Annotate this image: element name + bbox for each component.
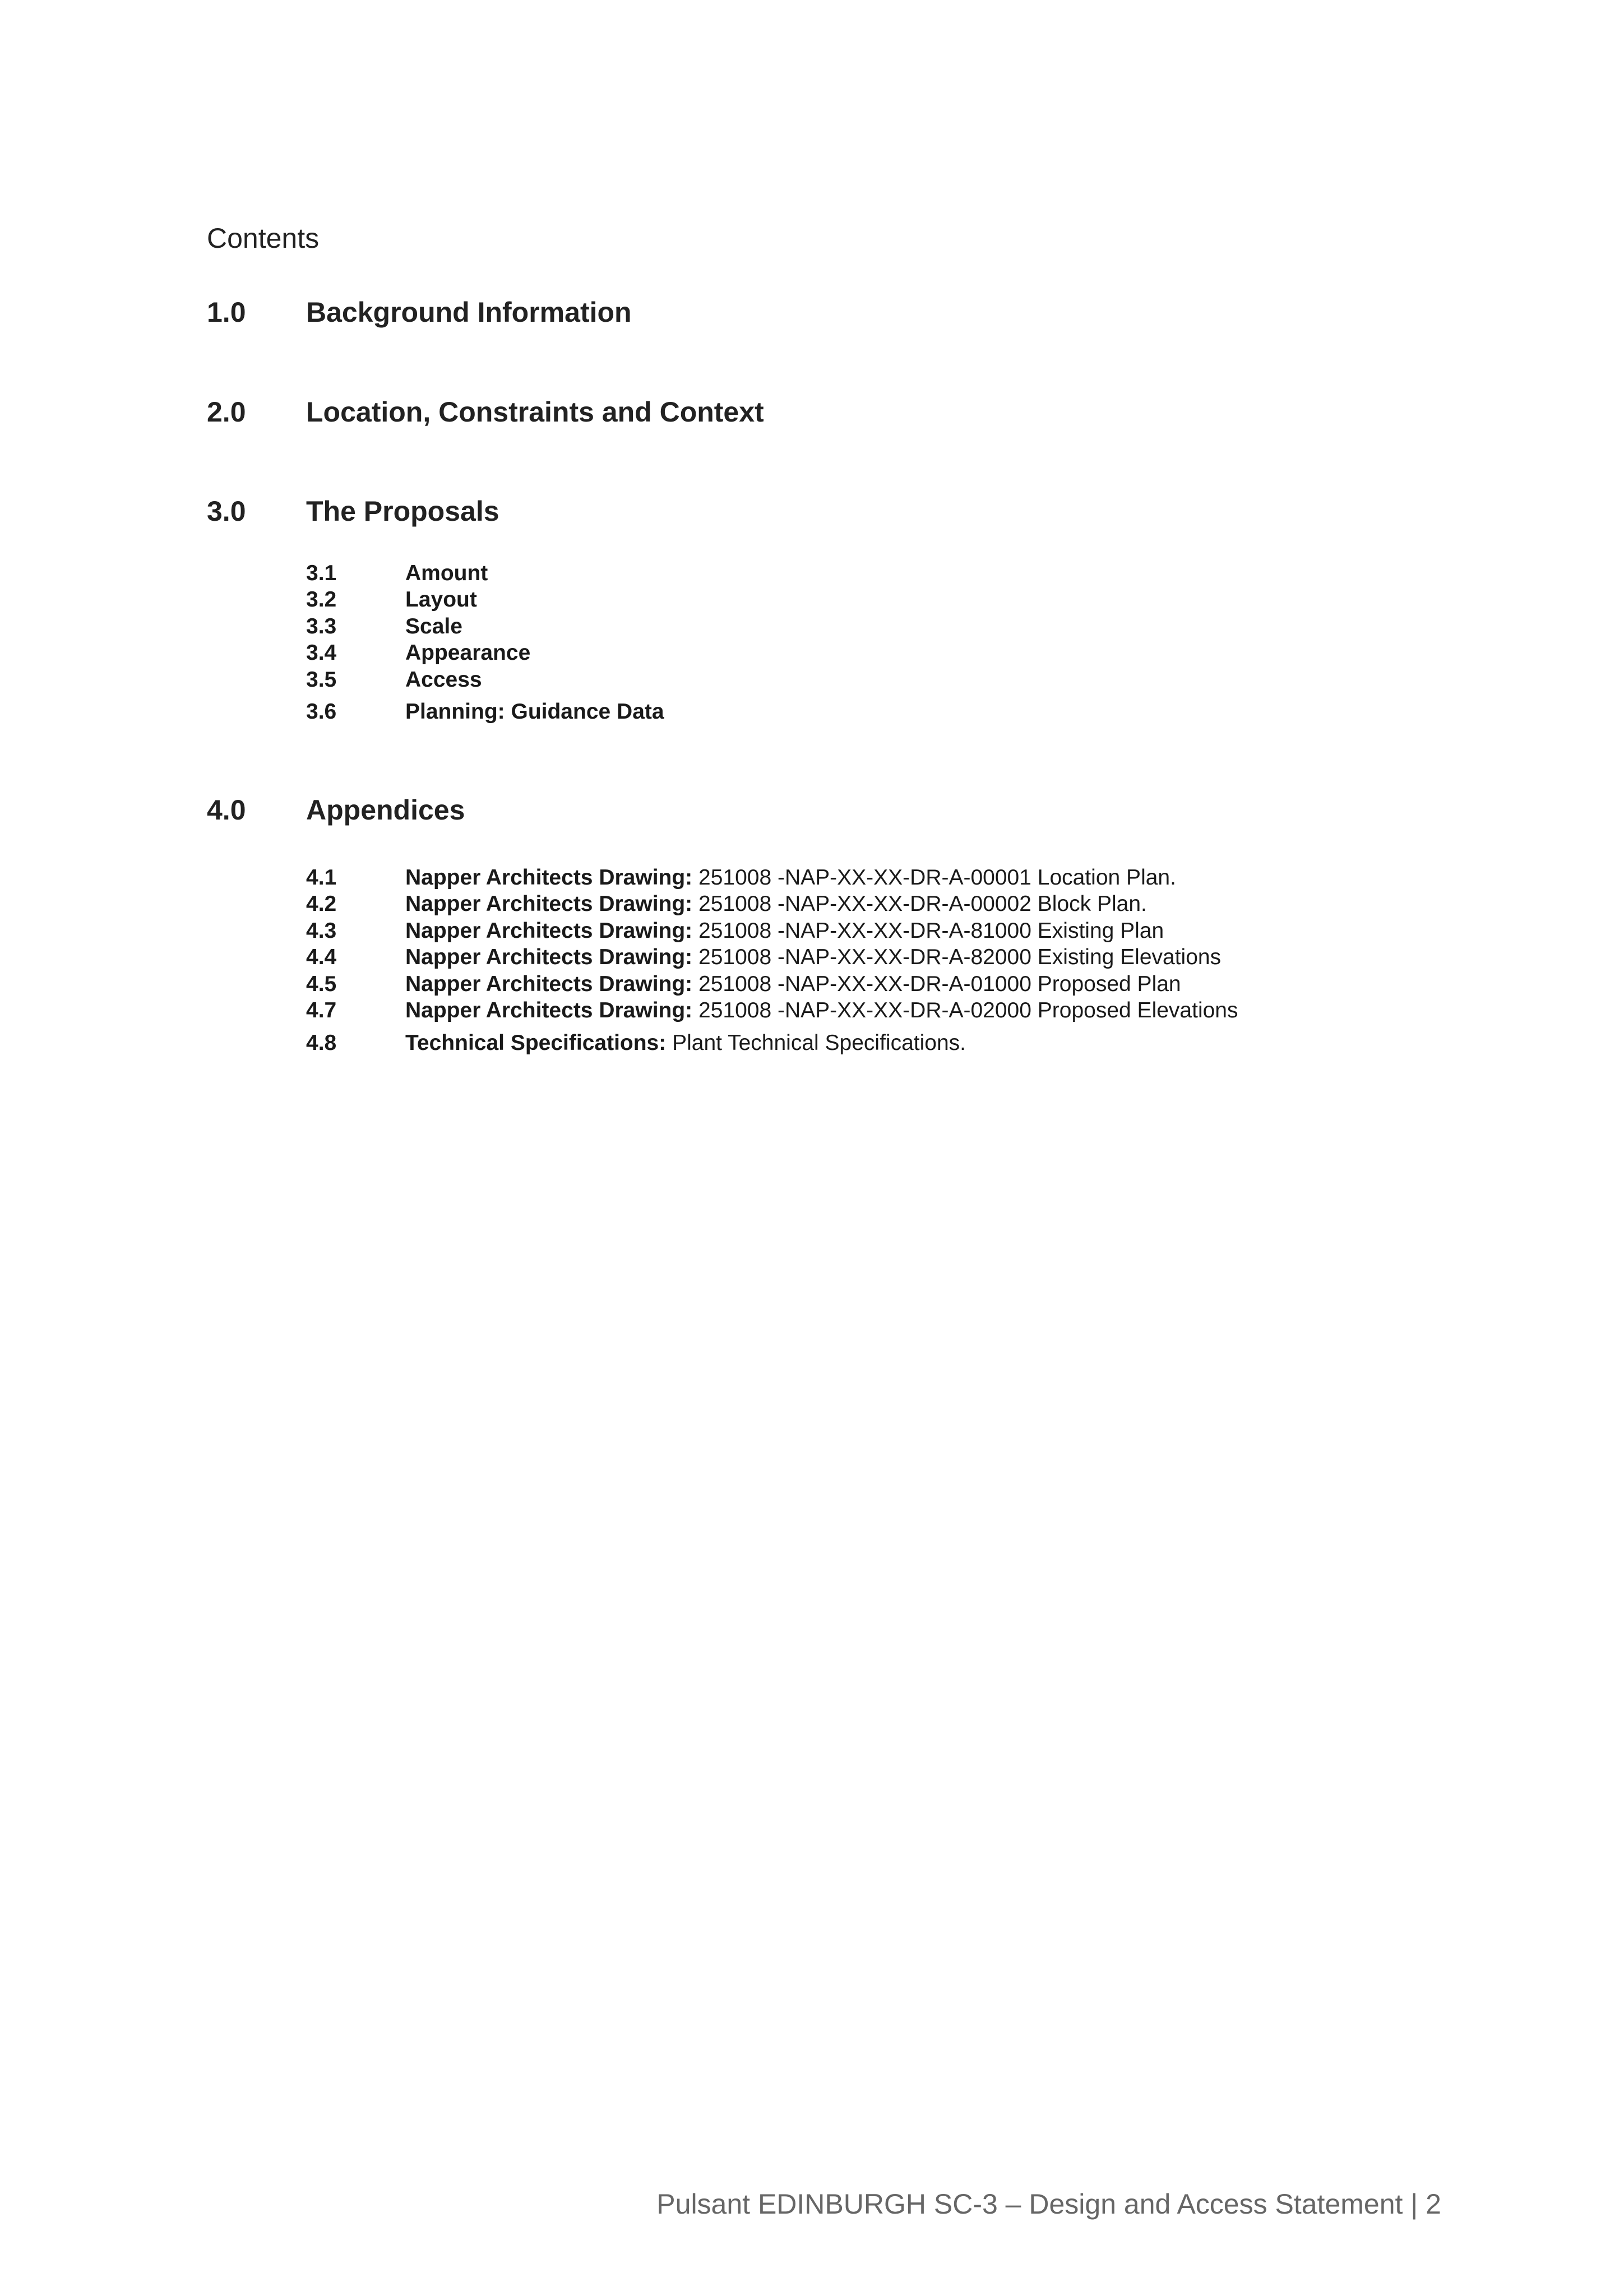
item-label: Napper Architects Drawing: <box>405 892 693 916</box>
section-heading-appendices <box>207 796 465 824</box>
list-item <box>306 946 1221 968</box>
contents-heading: Contents <box>207 223 320 254</box>
item-label: Napper Architects Drawing: <box>405 919 693 943</box>
list-item <box>306 615 462 637</box>
item-title: Planning: Guidance Data <box>405 700 664 724</box>
item-title: Layout <box>405 587 477 612</box>
item-number: 3.2 <box>306 587 337 612</box>
item-title: Amount <box>405 561 488 585</box>
list-item <box>306 893 1147 915</box>
section-heading-background <box>207 298 632 326</box>
item-text: 251008 -NAP-XX-XX-DR-A-82000 Existing Elevations <box>692 945 1222 969</box>
section-title: Appendices <box>306 794 465 826</box>
item-number: 3.3 <box>306 614 337 638</box>
item-number: 4.4 <box>306 945 337 969</box>
item-number: 3.6 <box>306 700 337 724</box>
list-item <box>306 920 1164 942</box>
page-footer: Pulsant EDINBURGH SC-3 – Design and Access Statement | 2 <box>656 2188 1441 2220</box>
section-number: 4.0 <box>207 794 246 826</box>
item-number: 3.4 <box>306 641 337 665</box>
item-number: 4.8 <box>306 1031 337 1055</box>
list-item <box>306 999 1238 1021</box>
item-title: Access <box>405 668 482 692</box>
item-text: Plant Technical Specifications. <box>666 1031 966 1055</box>
item-text: 251008 -NAP-XX-XX-DR-A-01000 Proposed Plan <box>692 972 1181 996</box>
item-label: Napper Architects Drawing: <box>405 865 693 890</box>
list-item <box>306 973 1181 995</box>
section-title: Background Information <box>306 297 632 328</box>
item-number: 4.7 <box>306 998 337 1022</box>
section-title: Location, Constraints and Context <box>306 396 764 428</box>
list-item <box>306 642 530 664</box>
item-label: Napper Architects Drawing: <box>405 945 693 969</box>
list-item <box>306 562 488 584</box>
section-number: 3.0 <box>207 496 246 527</box>
item-number: 4.5 <box>306 972 337 996</box>
item-number: 4.3 <box>306 919 337 943</box>
section-number: 2.0 <box>207 396 246 428</box>
list-item <box>306 589 477 610</box>
item-title: Appearance <box>405 641 531 665</box>
list-item <box>306 701 664 723</box>
item-text: 251008 -NAP-XX-XX-DR-A-81000 Existing Plan <box>692 919 1164 943</box>
item-text: 251008 -NAP-XX-XX-DR-A-02000 Proposed Elevations <box>692 998 1238 1022</box>
section-heading-location <box>207 398 764 426</box>
item-label: Technical Specifications: <box>405 1031 667 1055</box>
item-text: 251008 -NAP-XX-XX-DR-A-00002 Block Plan. <box>692 892 1147 916</box>
item-number: 4.2 <box>306 892 337 916</box>
item-title: Scale <box>405 614 462 638</box>
section-title: The Proposals <box>306 496 499 527</box>
item-label: Napper Architects Drawing: <box>405 972 693 996</box>
list-item <box>306 669 482 691</box>
section-number: 1.0 <box>207 297 246 328</box>
item-number: 3.5 <box>306 668 337 692</box>
list-item <box>306 867 1176 888</box>
list-item <box>306 1032 966 1054</box>
item-number: 4.1 <box>306 865 337 890</box>
item-text: 251008 -NAP-XX-XX-DR-A-00001 Location Plan. <box>692 865 1176 890</box>
item-label: Napper Architects Drawing: <box>405 998 693 1022</box>
item-number: 3.1 <box>306 561 337 585</box>
section-heading-proposals <box>207 497 499 525</box>
